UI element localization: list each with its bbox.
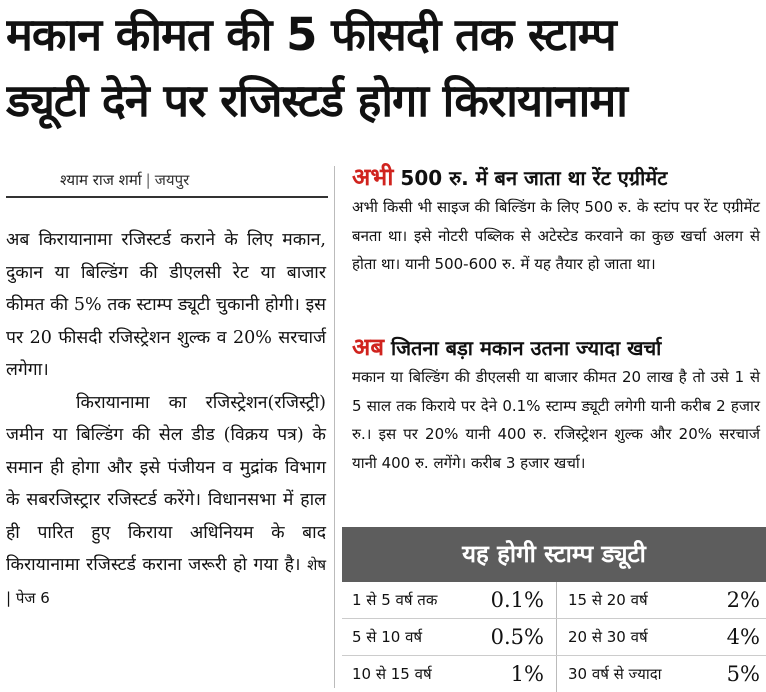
byline [60,168,330,192]
author-name: श्याम राज शर्मा [60,171,142,189]
duty-rate-value: 1% [510,662,544,686]
section-now-body: मकान या बिल्डिंग की डीएलसी या बाजार कीमत 20 लाख है तो उसे 1 से 5 साल तक किराये पर देने 0.1% स्टाम्प ड्यूटी लगेगी यानी करीब 2 हजार रु.। इस पर 20% यानी 400 रु. रजिस्ट्रेशन शुल्क और 20% सरचार्ज यानी 400 रु. लगेंगे। करीब 3 हजार खर्चा। [352,368,760,472]
section-before-title: 500 रु. में बन जाता था रेंट एग्रीमेंट [400,166,668,190]
duty-period-label: 30 वर्ष से ज्यादा [568,665,662,683]
duty-rate-value: 0.1% [490,588,544,612]
duty-rate-value: 0.5% [490,625,544,649]
table-row [342,582,766,619]
dateline-city: जयपुर [154,171,190,189]
main-article-column [6,224,326,614]
section-before-body: अभी किसी भी साइज की बिल्डिंग के लिए 500 रु. के स्टांप पर रेंट एग्रीमेंट बनता था। इसे नोटरी पब्लिक से अटेस्टेड करवाने का कुछ खर्चा अलग से होता था। यानी 500-600 रु. में यह तैयार हो जाता था। [352,198,760,273]
duty-rate-value: 4% [726,625,760,649]
section-now-heading [352,332,760,363]
continued-on-page[interactable]: शेष | पेज 6 [6,556,326,607]
column-divider [334,166,335,688]
table-row [342,619,766,656]
duty-period-label: 1 से 5 वर्ष तक [352,591,438,609]
stamp-duty-table [342,527,766,692]
article-paragraph-1: अब किरायानामा रजिस्टर्ड कराने के लिए मकान, दुकान या बिल्डिंग की डीएलसी रेट या बाजार कीमत की 5% तक स्टाम्प ड्यूटी चुकानी होगी। इस पर 20 फीसदी रजिस्ट्रेशन शुल्क व 20% सरचार्ज लगेगा। [6,230,326,380]
section-now-title: जितना बड़ा मकान उतना ज्यादा खर्चा [391,336,662,360]
byline-separator: | [145,171,151,189]
section-before-heading [352,162,760,193]
headline [6,2,762,134]
section-before-tag: अभी [352,163,394,191]
duty-period-label: 20 से 30 वर्ष [568,628,648,646]
section-now-tag: अब [352,333,385,361]
duty-period-label: 5 से 10 वर्ष [352,628,423,646]
duty-rate-value: 5% [726,662,760,686]
article-paragraph-2 [6,387,326,615]
section-now [352,332,760,477]
table-title: यह होगी स्टाम्प ड्यूटी [342,527,766,582]
article-paragraph-2-text: किरायानामा का रजिस्ट्रेशन(रजिस्ट्री) जमीन या बिल्डिंग की सेल डीड (विक्रय पत्र) के समान ही होगा और इसे पंजीयन व मुद्रांक विभाग के सबरजिस्ट्रार रजिस्टर्ड करेंगे। विधानसभा में हाल ही पारित हुए किराया अधिनियम के बाद किरायानामा रजिस्टर्ड कराना जरूरी हो गया है। [6,392,326,575]
headline-line-2: ड्यूटी देने पर रजिस्टर्ड होगा किरायानामा [6,74,627,127]
duty-period-label: 10 से 15 वर्ष [352,665,432,683]
section-before [352,162,760,279]
table-row [342,656,766,692]
byline-rule [6,196,328,198]
duty-rate-value: 2% [726,588,760,612]
headline-line-1: मकान कीमत की 5 फीसदी तक स्टाम्प [6,8,616,61]
duty-period-label: 15 से 20 वर्ष [568,591,648,609]
